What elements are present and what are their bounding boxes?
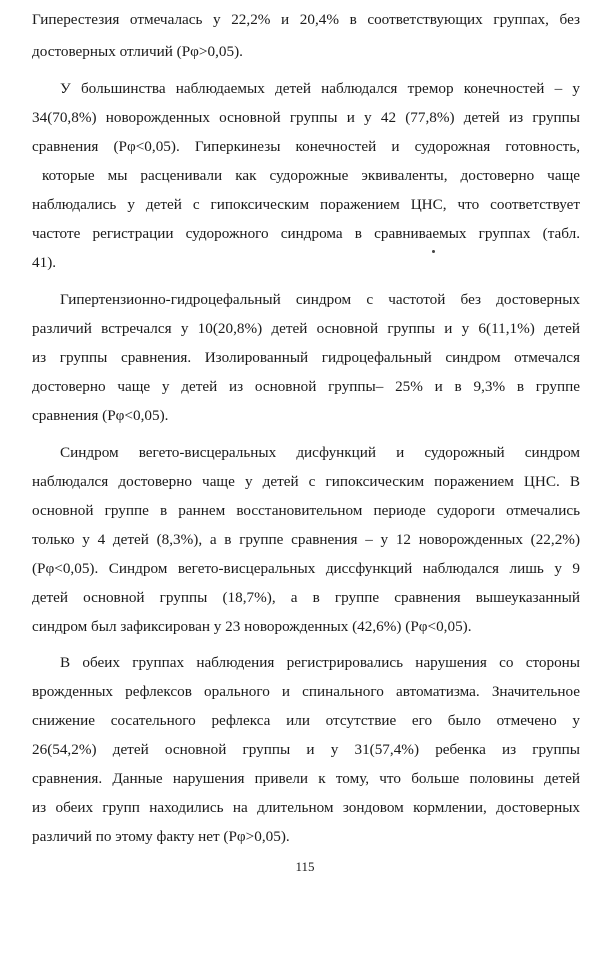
paragraph-line: синдром был зафиксирован у 23 новорожденных (42,6%) (Рφ<0,05).: [32, 618, 472, 635]
scan-speck: [432, 250, 435, 253]
paragraph-line: Гиперестезия отмечалась у 22,2% и 20,4% в соответствующих группах, без: [32, 11, 580, 28]
paragraph-line: основной группе в раннем восстановительном периоде судороги отмечались: [32, 502, 580, 519]
paragraph-line: наблюдались у детей с гипоксическим поражением ЦНС, что соответствует: [32, 196, 580, 213]
page-number: 115: [295, 859, 315, 874]
paragraph-line: которые мы расценивали как судорожные эквиваленты, достоверно чаще: [42, 167, 580, 184]
paragraph-line: врожденных рефлексов орального и спинального автоматизма. Значительное: [32, 683, 580, 700]
paragraph-line: достоверных отличий (Рφ>0,05).: [32, 43, 243, 60]
paragraph-line: 41).: [32, 254, 57, 271]
paragraph-line: сравнения. Данные нарушения привели к тому, что больше половины детей: [32, 770, 580, 787]
paragraph-line: частоте регистрации судорожного синдрома в сравниваемых группах (табл.: [32, 225, 580, 242]
paragraph-line: 34(70,8%) новорожденных основной группы и у 42 (77,8%) детей из группы: [32, 109, 580, 126]
paragraph-line: сравнения (Рφ<0,05).: [32, 407, 169, 424]
paragraph-line: из группы сравнения. Изолированный гидроцефальный синдром отмечался: [32, 349, 580, 366]
paragraph-line: В обеих группах наблюдения регистрировались нарушения со стороны: [60, 654, 580, 671]
paragraph-line: только у 4 детей (8,3%), а в группе сравнения – у 12 новорожденных (22,2%): [32, 531, 580, 548]
paragraph-line: сравнения (Рφ<0,05). Гиперкинезы конечностей и судорожная готовность,: [32, 138, 580, 155]
paragraph-line: снижение сосательного рефлекса или отсутствие его было отмечено у: [32, 712, 580, 729]
paragraph-line: из обеих групп находились на длительном зондовом кормлении, достоверных: [32, 799, 580, 816]
paragraph-line: достоверно чаще у детей из основной группы– 25% и в 9,3% в группе: [32, 378, 580, 395]
paragraph-line: Гипертензионно-гидроцефальный синдром с частотой без достоверных: [60, 291, 580, 308]
paragraph-line: У большинства наблюдаемых детей наблюдался тремор конечностей – у: [60, 80, 580, 97]
paragraph-line: детей основной группы (18,7%), а в группе сравнения вышеуказанный: [32, 589, 580, 606]
paragraph-line: различий встречался у 10(20,8%) детей основной группы и у 6(11,1%) детей: [32, 320, 580, 337]
paragraph-line: (Рφ<0,05). Синдром вегето-висцеральных диссфункций наблюдался лишь у 9: [32, 560, 580, 577]
paragraph-line: наблюдался достоверно чаще у детей с гипоксическим поражением ЦНС. В: [32, 473, 580, 490]
paragraph-line: 26(54,2%) детей основной группы и у 31(57,4%) ребенка из группы: [32, 741, 580, 758]
paragraph-line: Синдром вегето-висцеральных дисфункций и судорожный синдром: [60, 444, 580, 461]
paragraph-line: различий по этому факту нет (Рφ>0,05).: [32, 828, 290, 845]
